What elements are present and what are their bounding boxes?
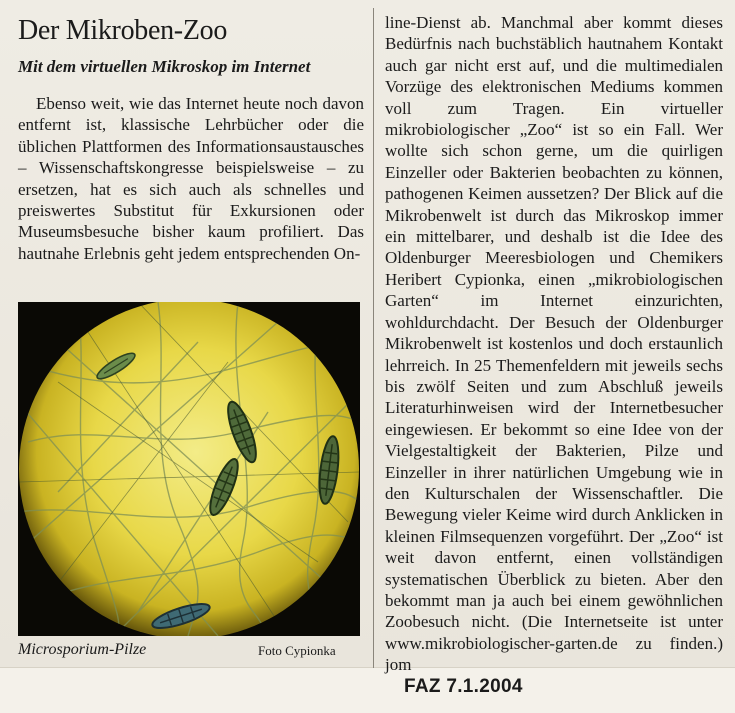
right-column-text: line-Dienst ab. Manchmal aber kommt dieses Bedürfnis nach buchstäblich hautnahem Kontakt auch gar nicht erst auf, und die multimedialen Vorzüge des elektronischen Mediums kommen voll zum Tragen. Ein virtueller mikrobiologischer „Zoo“ ist so ein Fall. Wer wollte sich schon gerne, um die quirligen Einzeller oder Bakterien beobachten zu können, pathogenen Keimen aussetzen? Der Blick auf die Mikrobenwelt ist durch das Mikroskop immer ein mittelbarer, und deshalb ist die Idee des Oldenburger Meeresbiologen und Chemikers Heribert Cypionka, einen „mikrobiologischen Garten“ im Internet einzurichten, wohldurchdacht. Der Besuch der Oldenburger Mikrobenwelt ist kostenlos und doch erstaunlich lehrreich. In 25 Themenfeldern mit jeweils sechs bis zwölf Seiten und zum Abschluß jeweils Literaturhinweisen wird der Internetbesucher eingewiesen. Er bekommt so eine Idee von der Vielgestaltigkeit der Bakterien, Pilze und Einzeller in ihrer natürlichen Umgebung wie in den Kulturschalen der Wissenschaftler. Die Bewegung vieler Keime wird durch Anklicken in kleinen Filmsequenzen vorgeführt. Der „Zoo“ ist weit davon entfernt, einen vollständigen systematischen Überblick zu bieten. Aber den bekommt man ja auch bei einem gewöhnlichen Zoobesuch nicht. (Die Internetseite ist unter www.mikrobiologischer-garten.de zu finden.) jom bbox=[385, 13, 723, 675]
column-divider bbox=[373, 8, 374, 668]
article-column-right bbox=[385, 12, 723, 676]
microscope-photo bbox=[18, 302, 360, 636]
left-column-text: Ebenso weit, wie das Internet heute noch davon entfernt ist, klassische Lehrbücher oder die üblichen Plattformen des Informationsaustausches – Wissenschaftskongresse beispielsweise – zu ersetzen, hat es sich auch als schnelles und preiswertes Substitut für Exkursionen oder Museumsbesuche bisher kaum profiliert. Das hautnahe Erlebnis geht jedem entsprechenden On- bbox=[18, 94, 364, 263]
photo-caption: Microsporium-Pilze bbox=[18, 641, 147, 658]
microsporium-image bbox=[18, 302, 360, 636]
article-subtitle: Mit dem virtuellen Mikroskop im Internet bbox=[18, 57, 311, 76]
article-headline: Der Mikroben-Zoo bbox=[18, 15, 228, 46]
photo-credit: Foto Cypionka bbox=[258, 643, 336, 658]
article-column-left bbox=[18, 93, 364, 264]
source-date-stamp: FAZ 7.1.2004 bbox=[404, 676, 523, 697]
